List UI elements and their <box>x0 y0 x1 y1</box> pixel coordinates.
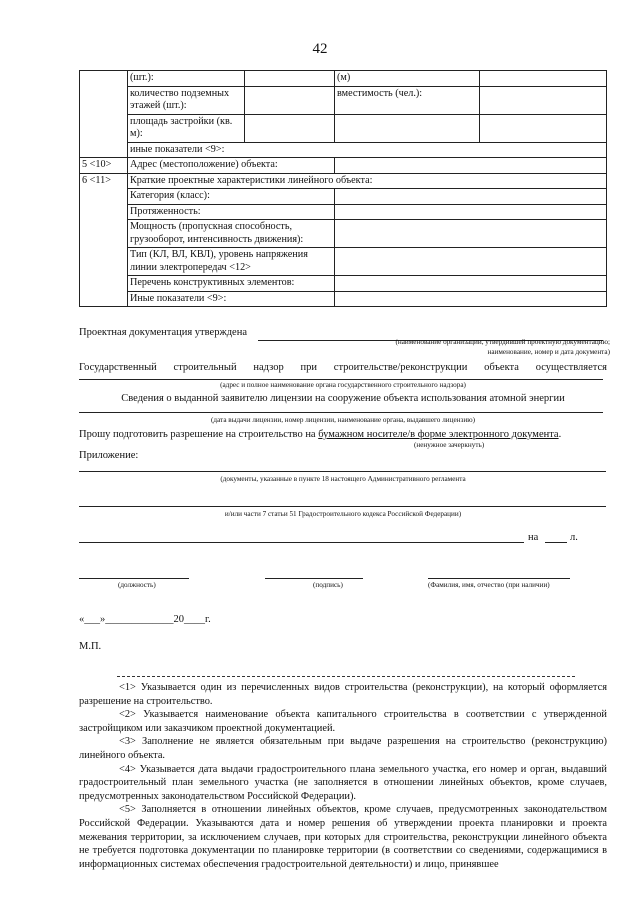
footnote: <3> Заполнение не является обязательным при выдаче разрешения на строительство (реконструкцию) линейного объекта. <box>79 736 607 761</box>
license-hint: (дата выдачи лицензии, номер лицензии, наименование органа, выдавшего лицензию) <box>211 416 475 424</box>
row-number: 5 <10> <box>80 158 128 174</box>
approved-label: Проектная документация утверждена <box>79 327 247 338</box>
cell-label: Протяженность: <box>128 204 335 220</box>
signature-field[interactable] <box>265 578 363 579</box>
sheets-count-field[interactable] <box>545 542 567 543</box>
table-row <box>80 86 607 114</box>
license-label: Сведения о выданной заявителю лицензии на сооружение объекта использования атомной энергии <box>121 393 565 404</box>
table-row <box>80 291 607 307</box>
request-hint: (ненужное зачеркнуть) <box>414 441 485 449</box>
full-name-field[interactable] <box>428 578 570 579</box>
characteristics-table <box>79 70 607 307</box>
stamp-label: М.П. <box>79 641 102 652</box>
table-row <box>80 189 607 205</box>
table-row <box>80 204 607 220</box>
row-number: 6 <11> <box>80 173 128 189</box>
cell-label: Категория (класс): <box>128 189 335 205</box>
cell-label: Адрес (местоположение) объекта: <box>128 158 335 174</box>
attachment-hint: (документы, указанные в пункте 18 настоящего Административного регламента <box>220 475 466 483</box>
table-row <box>80 173 607 189</box>
table-row <box>80 220 607 248</box>
cell-label: Мощность (пропускная способность, грузооборот, интенсивность движения): <box>128 220 335 248</box>
cell-label: вместимость (чел.): <box>335 86 480 114</box>
full-name-hint: (Фамилия, имя, отчество (при наличии) <box>428 581 550 589</box>
cell-label: площадь застройки (кв. м): <box>128 114 245 142</box>
cell-label: иные показатели <9>: <box>128 142 607 158</box>
cell-label: Иные показатели <9>: <box>128 291 335 307</box>
approved-hint-2: наименование, номер и дата документа) <box>487 348 610 356</box>
supervision-hint: (адрес и полное наименование органа государственного строительного надзора) <box>220 381 466 389</box>
request-suffix: . <box>558 429 562 440</box>
position-field[interactable] <box>79 578 189 579</box>
request-prefix: Прошу подготовить разрешение на строительство на <box>79 429 319 440</box>
attachment-list-field[interactable] <box>79 542 524 543</box>
signature-hint: (подпись) <box>313 581 343 589</box>
date-field[interactable]: «___»_____________20____г. <box>79 614 211 625</box>
table-row <box>80 114 607 142</box>
cell-label: Краткие проектные характеристики линейного объекта: <box>128 173 607 189</box>
cell-label: Тип (КЛ, ВЛ, КВЛ), уровень напряжения линии электропередач <12> <box>128 248 335 276</box>
sheets-label: л. <box>570 532 578 543</box>
supervision-label: Государственный строительный надзор при строительстве/реконструкции объекта осуществляется <box>79 362 607 373</box>
request-text <box>79 429 561 442</box>
footnote: <5> Заполняется в отношении линейных объектов, кроме случаев, предусмотренных законодательством Российской Федерации. Указываются дата и номер решения об утверждении проекта планировки и проекта межевания территории, за исключением случаев, при которых для строительства, реконструкции линейного объекта не требуется подготовка документации по планировке территории (в соответствии со сведениями, содержащимися в информационных системах обеспечения градостроительной деятельности) и лицо, принявшее <box>79 804 607 870</box>
approved-hint: (наименование организации, утвердившей проектную документацию; <box>395 338 610 346</box>
footnote-divider <box>117 676 575 677</box>
footnote: <2> Указывается наименование объекта капитального строительства в соответствии с утвержденной застройщиком или заказчиком проектной документацией. <box>79 709 607 734</box>
request-format-option[interactable]: бумажном носителе/в форме электронного документа <box>318 429 559 440</box>
attachment-field[interactable] <box>79 471 606 472</box>
attachment-field-2[interactable] <box>79 506 606 507</box>
page-number: 42 <box>312 41 328 57</box>
footnote: <1> Указывается один из перечисленных видов строительства (реконструкции), на который оформляется разрешение на строительство. <box>79 682 607 707</box>
table-row <box>80 158 607 174</box>
attachment-label: Приложение: <box>79 450 139 461</box>
attachment-hint-2: и/или части 7 статьи 51 Градостроительного кодекса Российской Федерации) <box>224 510 462 518</box>
cell-label: (шт.): <box>128 71 245 87</box>
supervision-field[interactable] <box>79 379 603 380</box>
table-row <box>80 276 607 292</box>
table-row <box>80 248 607 276</box>
table-row <box>80 142 607 158</box>
footnotes <box>79 681 607 871</box>
on-label: на <box>528 532 539 543</box>
cell-label: Перечень конструктивных элементов: <box>128 276 335 292</box>
table-row <box>80 71 607 87</box>
license-field[interactable] <box>79 412 603 413</box>
position-hint: (должность) <box>118 581 156 589</box>
cell-label: (м) <box>335 71 480 87</box>
footnote: <4> Указывается дата выдачи градостроительного плана земельного участка, его номер и орган, выдавший градостроительный план земельного участка (не заполняется в отношении линейных объектов, кроме случаев, предусмотренных законодательством Российской Федерации). <box>79 763 607 802</box>
cell-label: количество подземных этажей (шт.): <box>128 86 245 114</box>
